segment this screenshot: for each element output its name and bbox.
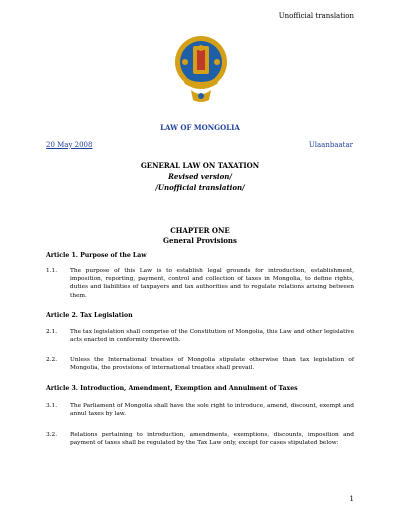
clause-number: 3.2. — [46, 432, 58, 438]
clause-number: 3.1. — [46, 403, 58, 409]
article-heading: Article 1. Purpose of the Law — [46, 252, 147, 259]
clause-number: 1.1. — [46, 268, 58, 274]
article-heading: Article 2. Tax Legislation — [46, 312, 133, 319]
clause — [46, 402, 354, 418]
document-title-line1: GENERAL LAW ON TAXATION — [140, 161, 260, 170]
article-heading: Article 3. Introduction, Amendment, Exemption and Annulment of Taxes — [46, 385, 298, 392]
clause-text: Relations pertaining to introduction, amendments, exemptions, discounts, imposition and payment of taxes shall be regulated by the Tax Law only, except for cases stipulated below: — [70, 432, 354, 447]
clause — [46, 328, 354, 344]
document-title — [0, 160, 400, 193]
clause-text: The Parliament of Mongolia shall have the sole right to introduce, amend, discount, exempt and annul taxes by law. — [70, 403, 354, 418]
chapter-number: CHAPTER ONE — [170, 226, 230, 235]
clause-number: 2.2. — [46, 357, 58, 363]
clause-text: Unless the International treaties of Mongolia stipulate otherwise than tax legislation of Mongolia, the provisions of international treaties shall prevail. — [70, 357, 354, 372]
chapter-name: General Provisions — [163, 236, 237, 245]
law-place: Ulaanbaatar — [308, 141, 353, 149]
document-title-line3: /Unofficial translation/ — [155, 183, 245, 192]
page-number: 1 — [349, 495, 354, 503]
law-date: 20 May 2008 — [46, 141, 93, 149]
clause — [46, 431, 354, 447]
clause-text: The tax legislation shall comprise of the Constitution of Mongolia, this Law and other legislative acts enacted in conformity therewith. — [70, 329, 354, 344]
state-emblem-icon — [173, 34, 229, 106]
clause-text: The purpose of this Law is to establish legal grounds for introduction, establishment, imposition, reporting, payment, control and collection of taxes in Mongolia, to define rights, duties and liabilities of taxpayers and tax authorities and to regulate relations arising between them. — [70, 268, 354, 299]
header-note: Unofficial translation — [278, 12, 354, 20]
law-title: LAW OF MONGOLIA — [160, 123, 240, 132]
clause — [46, 356, 354, 372]
clause — [46, 267, 354, 300]
document-title-line2: Revised version/ — [168, 172, 232, 181]
chapter-heading — [0, 226, 400, 246]
clause-number: 2.1. — [46, 329, 58, 335]
